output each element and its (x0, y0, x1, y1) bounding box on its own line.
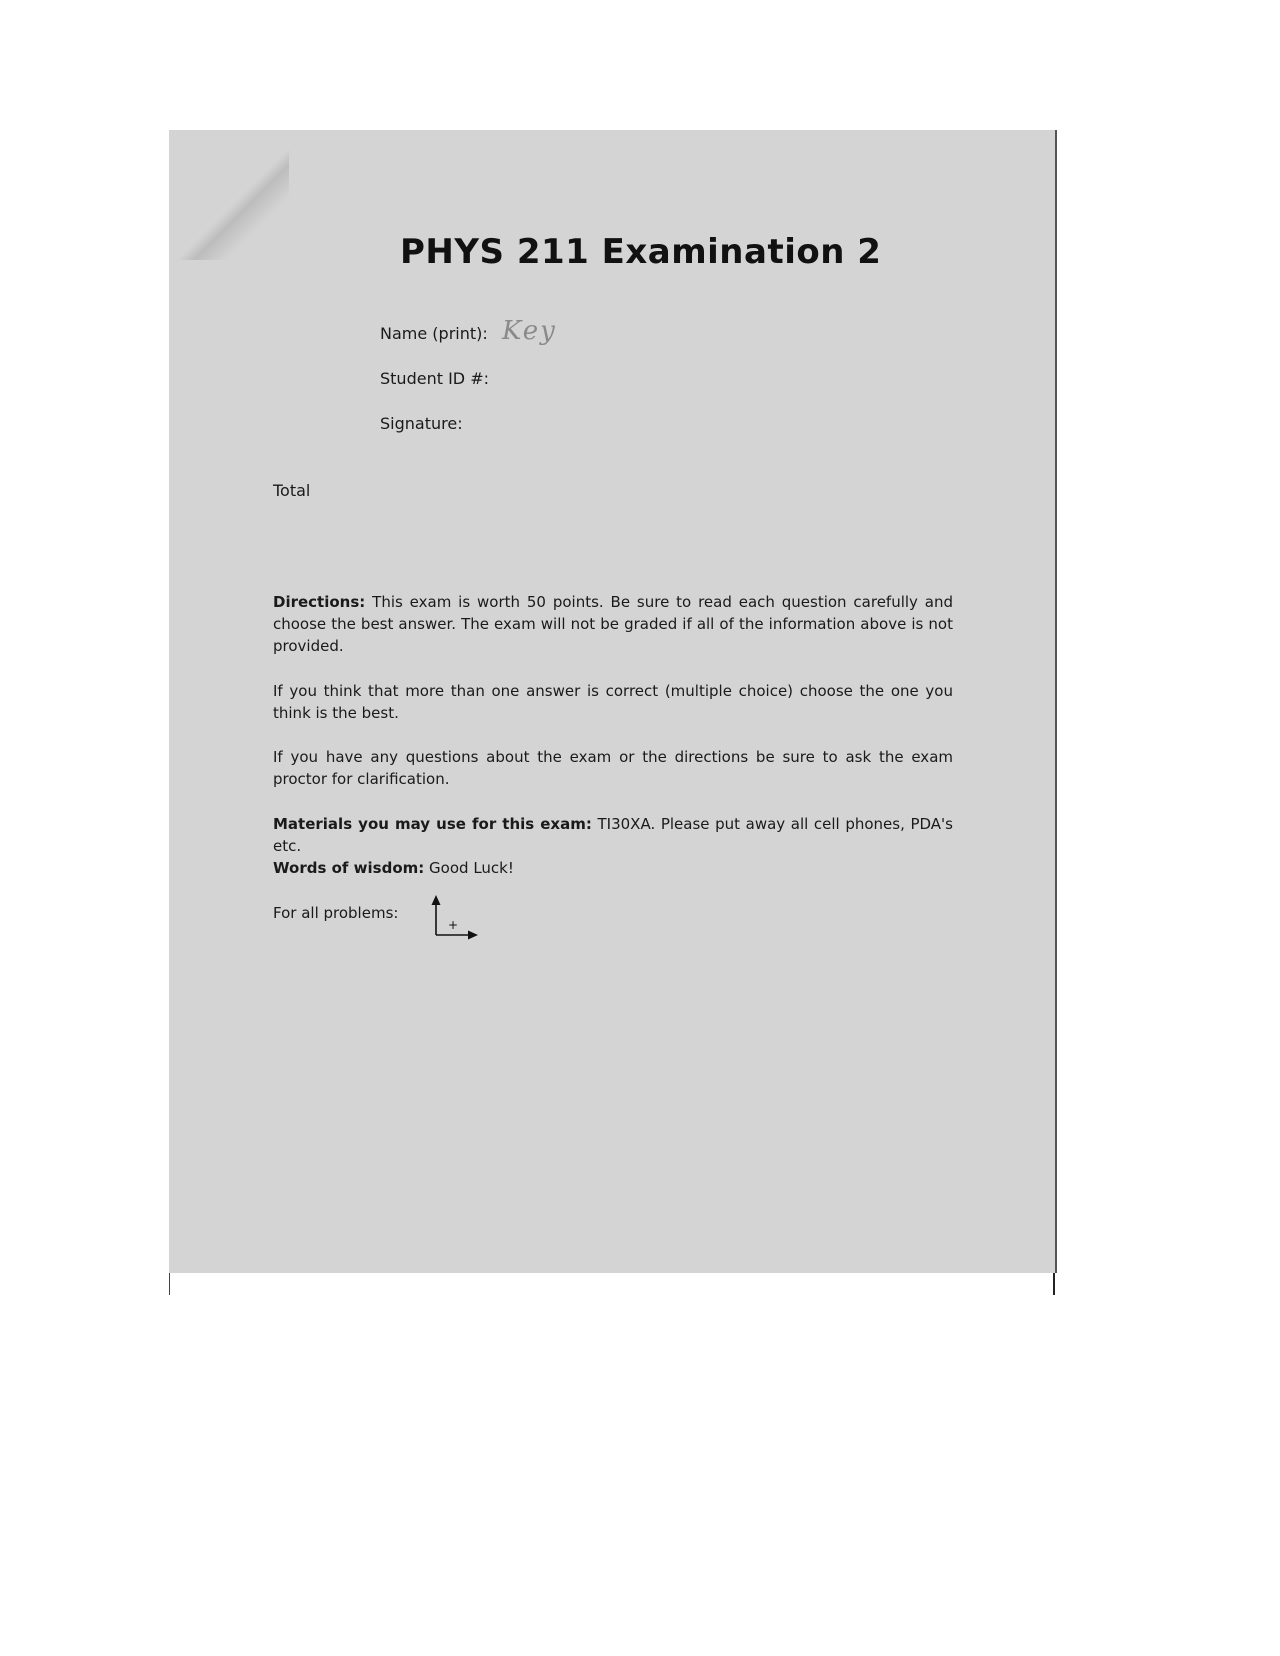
student-id-label: Student ID #: (380, 369, 489, 388)
materials-label: Materials you may use for this exam (273, 815, 586, 833)
page-edge-right (1053, 1273, 1055, 1295)
positive-axes-icon (426, 895, 480, 941)
materials-text: TI30XA. Please put away all cell phones, PDA's etc. (273, 815, 953, 855)
multiple-choice-note: If you think that more than one answer is correct (multiple choice) choose the one you think is the best. (273, 682, 953, 722)
wisdom-text: Good Luck! (429, 859, 514, 877)
materials-paragraph: Materials you may use for this exam: TI30XA. Please put away all cell phones, PDA's etc. (273, 815, 953, 855)
problems-label: For all problems: (273, 904, 399, 922)
wisdom-label: Words of wisdom (273, 859, 419, 877)
name-handwritten-value: Key (502, 316, 557, 346)
directions-paragraph (273, 591, 953, 657)
exam-title: PHYS 211 Examination 2 (400, 232, 882, 272)
scan-smudge (169, 130, 289, 260)
wisdom-paragraph: Words of wisdom: Good Luck! (273, 859, 514, 877)
page-edge-left (169, 1273, 170, 1295)
directions-label: Directions: (273, 593, 366, 611)
axis-plus-sign: + (448, 918, 459, 932)
questions-note: If you have any questions about the exam or the directions be sure to ask the exam proctor for clarification. (273, 748, 953, 788)
name-label: Name (print): (380, 324, 488, 343)
total-label: Total (273, 481, 311, 500)
signature-label: Signature: (380, 414, 463, 433)
directions-text: This exam is worth 50 points. Be sure to read each question carefully and choose the best answer. The exam will not be graded if all of the information above is not provided. (273, 593, 953, 655)
